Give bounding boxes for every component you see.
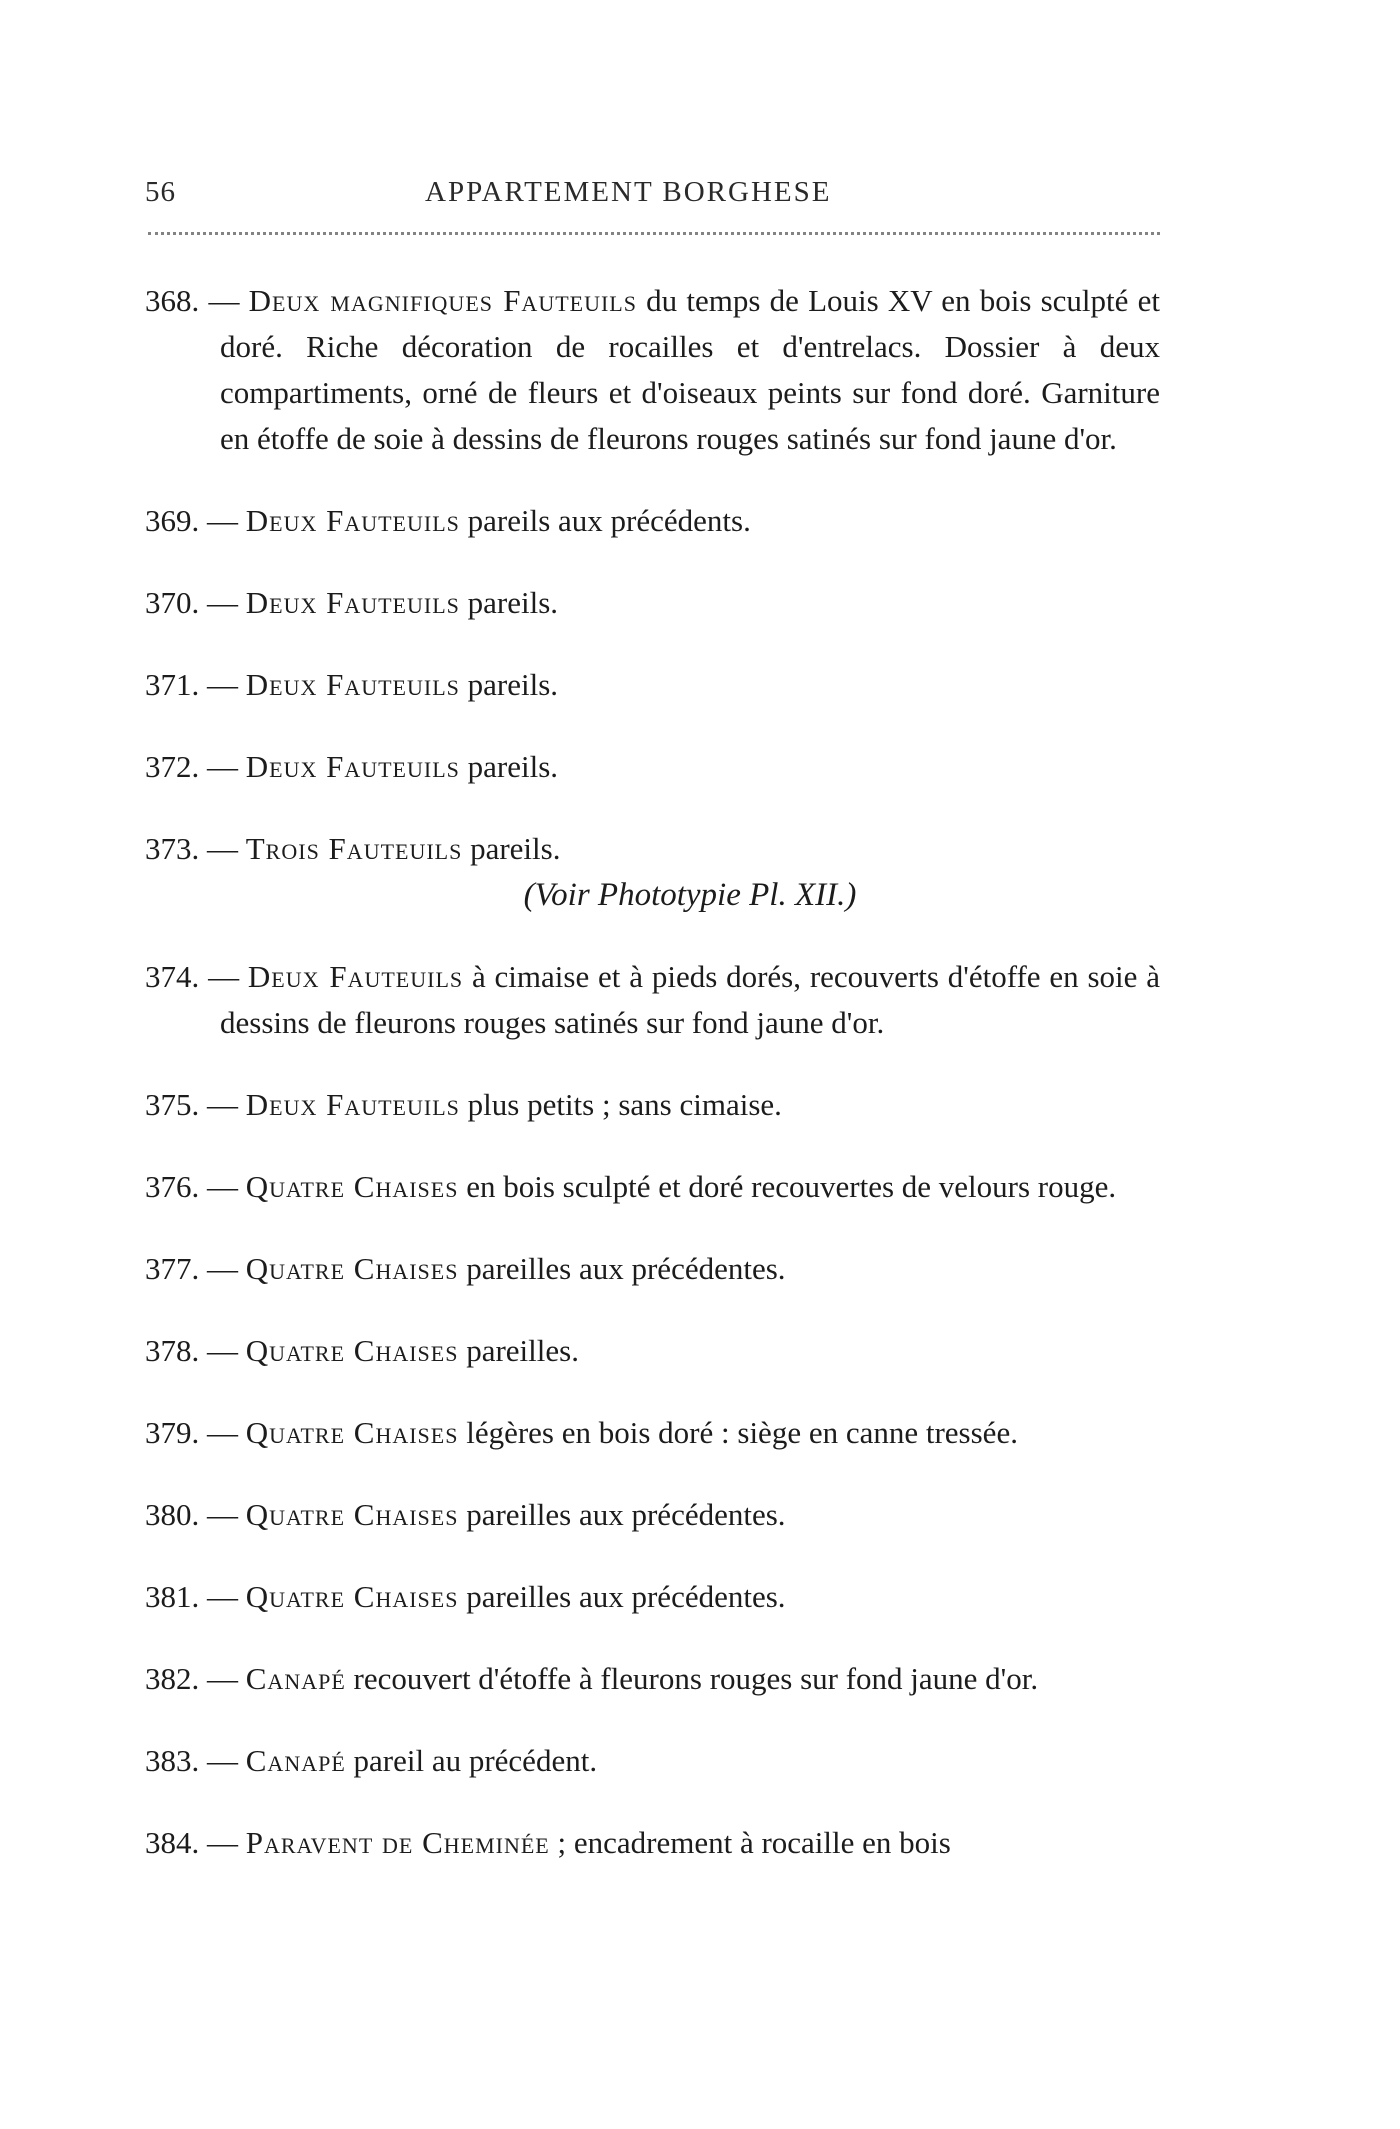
entry-dash: — xyxy=(199,1169,246,1204)
entry-dash: — xyxy=(199,1825,246,1860)
entry-dash: — xyxy=(199,1087,246,1122)
entry-number: 369. xyxy=(145,503,200,538)
entry-dash: — xyxy=(199,959,248,994)
entry-number: 375. xyxy=(145,1087,200,1122)
page-number: 56 xyxy=(145,176,176,208)
entry-title: Deux Fauteuils xyxy=(245,749,460,784)
entry-description: plus petits ; sans cimaise. xyxy=(459,1087,782,1122)
entry-dash: — xyxy=(199,1743,246,1778)
catalogue-entry xyxy=(145,1082,1160,1128)
entry-number: 378. xyxy=(145,1333,200,1368)
entry-number: 374. xyxy=(145,959,200,994)
plate-reference: (Voir Phototypie Pl. XII.) xyxy=(523,877,857,913)
entry-description: ; encadrement à rocaille en bois xyxy=(549,1825,951,1860)
entry-title: Deux Fauteuils xyxy=(245,1087,460,1122)
entry-title: Paravent de Cheminée xyxy=(245,1825,550,1860)
entry-description: pareils. xyxy=(459,585,559,620)
entry-title: Canapé xyxy=(245,1661,346,1696)
entry-title: Deux Fauteuils xyxy=(245,667,460,702)
entry-title: Trois Fauteuils xyxy=(245,831,463,866)
catalogue-entries xyxy=(145,278,1160,1902)
entry-dash: — xyxy=(199,503,246,538)
entry-description: du temps de Louis XV en bois sculpté et doré. Riche décoration de rocailles et d'entrelacs. Dossier à deux compartiments, orné de fleurs et d'oiseaux peints sur fond doré. Garniture en étoffe de soie à dessins de fleurons rouges satinés sur fond jaune d'or. xyxy=(220,283,1160,456)
entry-number: 373. xyxy=(145,831,200,866)
catalogue-entry xyxy=(145,662,1160,708)
entry-number: 370. xyxy=(145,585,200,620)
entry-dash: — xyxy=(199,749,246,784)
entry-title: Quatre Chaises xyxy=(245,1415,459,1450)
entry-number: 382. xyxy=(145,1661,200,1696)
catalogue-entry xyxy=(145,1164,1160,1210)
catalogue-entry xyxy=(145,278,1160,462)
entry-dash: — xyxy=(199,1251,246,1286)
entry-dash: — xyxy=(199,585,246,620)
entry-description: pareils. xyxy=(462,831,561,866)
entry-dash: — xyxy=(199,667,246,702)
entry-title: Quatre Chaises xyxy=(245,1333,459,1368)
entry-dash: — xyxy=(199,1415,246,1450)
entry-number: 384. xyxy=(145,1825,200,1860)
catalogue-entry xyxy=(145,1738,1160,1784)
entry-number: 368. xyxy=(145,283,200,318)
entry-description: pareilles. xyxy=(458,1333,579,1368)
entry-dash: — xyxy=(199,1661,246,1696)
entry-title: Quatre Chaises xyxy=(245,1497,459,1532)
entry-title: Quatre Chaises xyxy=(245,1169,459,1204)
entry-description: pareils aux précédents. xyxy=(459,503,751,538)
entry-title: Quatre Chaises xyxy=(245,1251,459,1286)
entry-number: 376. xyxy=(145,1169,200,1204)
entry-title: Canapé xyxy=(245,1743,346,1778)
entry-number: 379. xyxy=(145,1415,200,1450)
running-head xyxy=(145,176,1160,220)
entry-title: Quatre Chaises xyxy=(245,1579,459,1614)
running-title: APPARTEMENT BORGHESE xyxy=(425,176,832,208)
catalogue-entry xyxy=(145,954,1160,1046)
entry-description: à cimaise et à pieds dorés, recouverts d'étoffe en soie à dessins de fleurons rouges satinés sur fond jaune d'or. xyxy=(220,959,1160,1040)
entry-dash: — xyxy=(199,1333,246,1368)
entry-dash: — xyxy=(199,831,246,866)
catalogue-entry xyxy=(145,1574,1160,1620)
entry-title: Deux Fauteuils xyxy=(247,959,464,994)
entry-title: Deux Fauteuils xyxy=(245,503,460,538)
catalogue-entry xyxy=(145,1410,1160,1456)
entry-dash: — xyxy=(199,283,249,318)
entry-number: 371. xyxy=(145,667,200,702)
entry-title: Deux magnifiques Fauteuils xyxy=(248,283,637,318)
entry-description: pareil au précédent. xyxy=(345,1743,598,1778)
entry-description: recouvert d'étoffe à fleurons rouges sur fond jaune d'or. xyxy=(345,1661,1039,1696)
entry-number: 372. xyxy=(145,749,200,784)
catalogue-entry xyxy=(145,1328,1160,1374)
entry-description: pareils. xyxy=(459,667,559,702)
catalogue-entry xyxy=(145,1656,1160,1702)
entry-number: 381. xyxy=(145,1579,200,1614)
entry-description: légères en bois doré : siège en canne tressée. xyxy=(458,1415,1018,1450)
entry-title: Deux Fauteuils xyxy=(245,585,460,620)
entry-number: 380. xyxy=(145,1497,200,1532)
catalogue-entry xyxy=(145,826,1160,872)
catalogue-entry xyxy=(145,1820,1160,1866)
catalogue-entry xyxy=(145,498,1160,544)
entry-description: en bois sculpté et doré recouvertes de velours rouge. xyxy=(458,1169,1117,1204)
entry-dash: — xyxy=(199,1497,246,1532)
entry-description: pareilles aux précédentes. xyxy=(458,1497,786,1532)
entry-dash: — xyxy=(199,1579,246,1614)
entry-number: 383. xyxy=(145,1743,200,1778)
header-rule xyxy=(148,232,1160,235)
catalogue-entry xyxy=(145,1492,1160,1538)
entry-description: pareilles aux précédentes. xyxy=(458,1579,786,1614)
catalogue-entry xyxy=(145,580,1160,626)
entry-description: pareilles aux précédentes. xyxy=(458,1251,786,1286)
catalogue-entry xyxy=(145,1246,1160,1292)
catalogue-entry xyxy=(145,744,1160,790)
entry-number: 377. xyxy=(145,1251,200,1286)
entry-description: pareils. xyxy=(459,749,559,784)
